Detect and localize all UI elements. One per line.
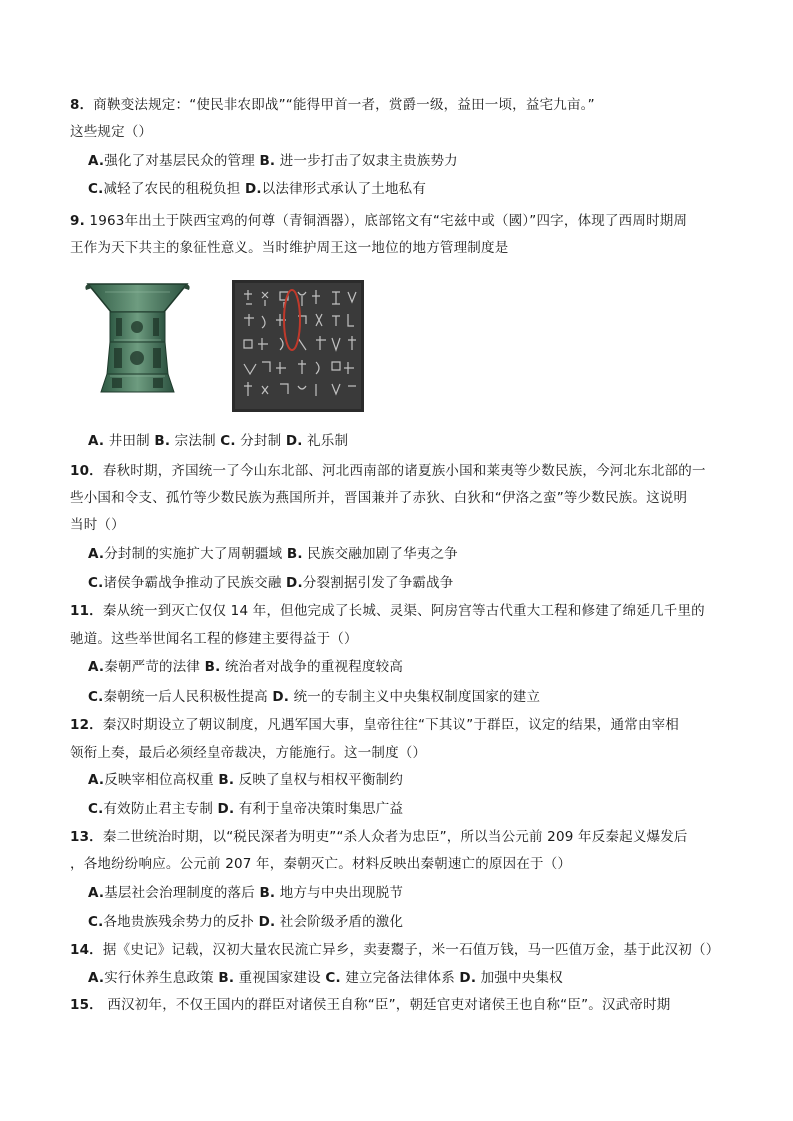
question-12-options-cd: C.有效防止君主专制 D. 有利于皇帝决策时集思广益	[88, 801, 404, 817]
question-14-options: A.实行休养生息政策 B. 重视国家建设 C. 建立完备法律体系 D. 加强中央集权	[88, 970, 563, 986]
question-14-stem: 14．据《史记》记载，汉初大量农民流亡异乡，卖妻鬻子，米一石值万钱，马一匹值万金，基于此汉初（）	[70, 942, 720, 958]
question-8-options-ab: A.强化了对基层民众的管理 B. 进一步打击了奴隶主贵族势力	[88, 153, 458, 169]
question-10-options-ab: A.分封制的实施扩大了周朝疆域 B. 民族交融加剧了华夷之争	[88, 546, 458, 562]
question-11-options-ab: A.秦朝严苛的法律 B. 统治者对战争的重视程度较高	[88, 659, 404, 675]
question-number: 8．	[70, 97, 94, 113]
bronze-vessel-image	[80, 278, 195, 396]
question-8-options-cd: C.减轻了农民的租税负担 D.以法律形式承认了土地私有	[88, 181, 427, 197]
question-12-stem-cont: 领衔上奏，最后必须经皇帝裁决，方能施行。这一制度（）	[70, 745, 427, 761]
question-8-stem-cont: 这些规定（）	[70, 124, 153, 140]
question-11-stem: 11．秦从统一到灭亡仅仅 14 年，但他完成了长城、灵渠、阿房宫等古代重大工程和修建了绵延几千里的	[70, 603, 705, 619]
question-11-stem-cont: 驰道。这些举世闻名工程的修建主要得益于（）	[70, 631, 358, 647]
question-11-options-cd: C.秦朝统一后人民积极性提高 D. 统一的专制主义中央集权制度国家的建立	[88, 689, 541, 705]
question-13-options-cd: C.各地贵族残余势力的反扑 D. 社会阶级矛盾的激化	[88, 914, 404, 930]
question-10-stem: 10．春秋时期，齐国统一了今山东北部、河北西南部的诸夏族小国和莱夷等少数民族，今河北东北部的一	[70, 463, 706, 479]
question-10-options-cd: C.诸侯争霸战争推动了民族交融 D.分裂割据引发了争霸战争	[88, 575, 454, 591]
question-10-stem-cont: 些小国和令支、孤竹等少数民族为燕国所并，晋国兼并了赤狄、白狄和“伊洛之蛮”等少数民族。这说明	[70, 490, 688, 506]
question-12-options-ab: A.反映宰相位高权重 B. 反映了皇权与相权平衡制约	[88, 772, 404, 788]
question-10-stem-cont2: 当时（）	[70, 517, 125, 533]
inscription-rubbing-image	[232, 280, 364, 412]
question-13-stem-cont: ，各地纷纷响应。公元前 207 年，秦朝灭亡。材料反映出秦朝速亡的原因在于（）	[70, 856, 572, 872]
question-13-stem: 13．秦二世统治时期，以“税民深者为明吏”“杀人众者为忠臣”，所以当公元前 209 年反秦起义爆发后	[70, 829, 688, 845]
question-13-options-ab: A.基层社会治理制度的落后 B. 地方与中央出现脱节	[88, 885, 404, 901]
question-15-stem: 15． 西汉初年，不仅王国内的群臣对诸侯王自称“臣”，朝廷官吏对诸侯王也自称“臣”。汉武帝时期	[70, 997, 671, 1013]
question-9-stem: 9. 1963年出土于陕西宝鸡的何尊（青铜酒器），底部铭文有“宅兹中或（國）”四字，体现了西周时期周	[70, 213, 688, 229]
question-9-options: A. 井田制 B. 宗法制 C. 分封制 D. 礼乐制	[88, 433, 349, 449]
question-8-stem: 8．商鞅变法规定：“使民非农即战”“能得甲首一者，赏爵一级，益田一顷，益宅九亩。”	[70, 97, 595, 113]
question-9-stem-cont: 王作为天下共主的象征性意义。当时维护周王这一地位的地方管理制度是	[70, 240, 509, 256]
question-12-stem: 12．秦汉时期设立了朝议制度，凡遇军国大事，皇帝往往“下其议”于群臣，议定的结果，通常由宰相	[70, 717, 679, 733]
